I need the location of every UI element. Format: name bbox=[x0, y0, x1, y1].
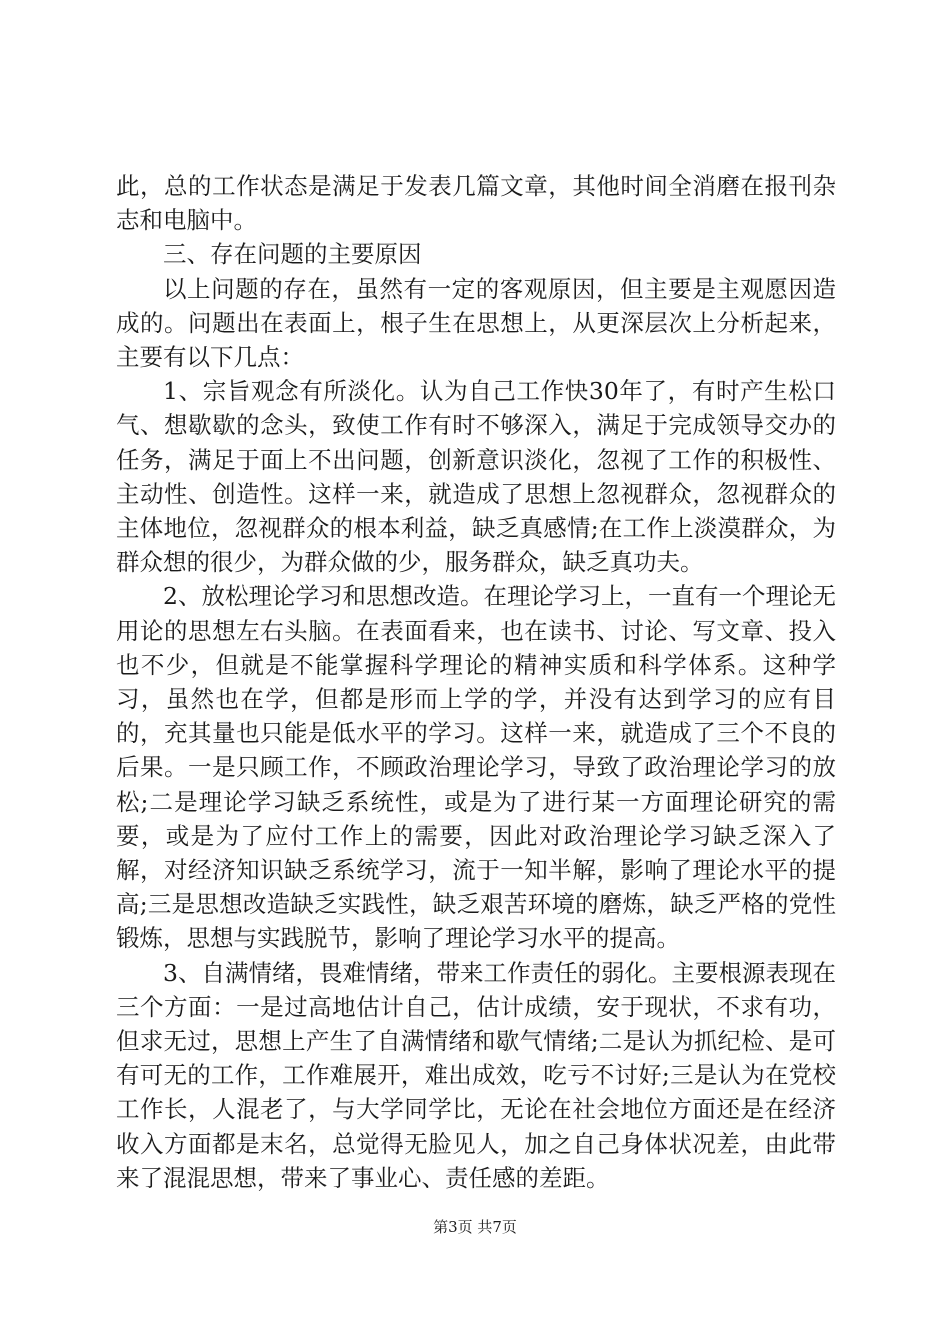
paragraph-point-2: 2、放松理论学习和思想改造。在理论学习上，一直有一个理论无用论的思想左右头脑。在表面看来，也在读书、讨论、写文章、投入也不少，但就是不能掌握科学理论的精神实质和科学体系。这种学习，虽然也在学，但都是形而上学的学，并没有达到学习的应有目的，充其量也只能是低水平的学习。这样一来，就造成了三个不良的后果。一是只顾工作，不顾政治理论学习，导致了政治理论学习的放松;二是理论学习缺乏系统性，或是为了进行某一方面理论研究的需要，或是为了应付工作上的需要，因此对政治理论学习缺乏深入了解，对经济知识缺乏系统学习，流于一知半解，影响了理论水平的提高;三是思想改造缺乏实践性，缺乏艰苦环境的磨炼，缺乏严格的党性锻炼，思想与实践脱节，影响了理论学习水平的提高。 bbox=[116, 582, 836, 953]
paragraph-continuation: 此，总的工作状态是满足于发表几篇文章，其他时间全消磨在报刊杂志和电脑中。 bbox=[116, 172, 836, 235]
paragraph-intro: 以上问题的存在，虽然有一定的客观原因，但主要是主观愿因造成的。问题出在表面上，根子生在思想上，从更深层次上分析起来，主要有以下几点： bbox=[116, 274, 836, 372]
paragraph-point-3: 3、自满情绪，畏难情绪，带来工作责任的弱化。主要根源表现在三个方面：一是过高地估计自己，估计成绩，安于现状，不求有功，但求无过，思想上产生了自满情绪和歇气情绪;二是认为抓纪检、是可有可无的工作，工作难展开，难出成效，吃亏不讨好;三是认为在党校工作长，人混老了，与大学同学比，无论在社会地位方面还是在经济收入方面都是末名，总觉得无脸见人，加之自己身体状况差，由此带来了混混思想，带来了事业心、责任感的差距。 bbox=[116, 958, 836, 1192]
document-body bbox=[116, 169, 836, 1195]
section-heading: 三、存在问题的主要原因 bbox=[163, 240, 422, 269]
paragraph-point-1: 1、宗旨观念有所淡化。认为自己工作快30年了，有时产生松口气、想歇歇的念头，致使工作有时不够深入，满足于完成领导交办的任务，满足于面上不出问题，创新意识淡化，忽视了工作的积极性、主动性、创造性。这样一来，就造成了思想上忽视群众，忽视群众的主体地位，忽视群众的根本利益，缺乏真感情;在工作上淡漠群众，为群众想的很少，为群众做的少，服务群众，缺乏真功夫。 bbox=[116, 377, 836, 577]
page-number-footer: 第3页 共7页 bbox=[433, 1218, 517, 1236]
